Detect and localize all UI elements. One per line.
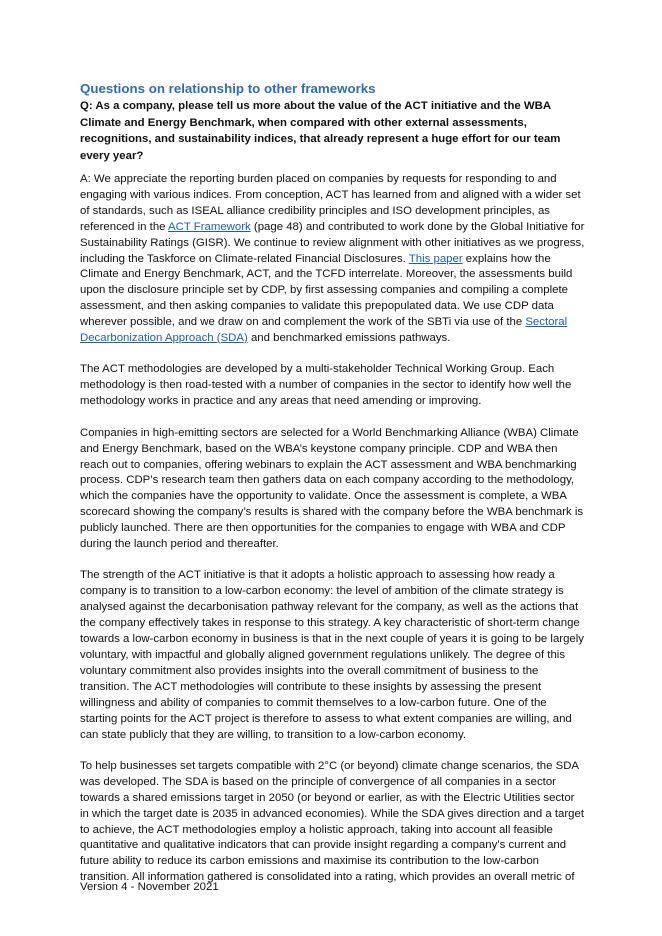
paragraph-strength: The strength of the ACT initiative is that it adopts a holistic approach to assessing how ready a company is to transition to a low-carbon economy: the level of ambition of the climate strategy is analysed against the decarbonisation pathway relevant for the company, as well as the actions that the company effectively takes in response to this strategy. A key characteristic of short-term change towards a low-carbon economy in business is that in the next couple of years it is going to be largely voluntary, with impactful and globally aligned government regulations unlikely. The degree of this voluntary commitment also provides insights into the overall commitment of business to the transition. The ACT methodologies will contribute to these insights by assessing the present willingness and ability of companies to commit themselves to a low-carbon future. One of the starting points for the ACT project is therefore to assess to what extent companies are willing, and can state publicly that they are willing, to transition to a low-carbon economy. — [80, 569, 584, 741]
sda-link[interactable]: Sectoral Decarbonization Approach (SDA) — [80, 316, 568, 345]
answer-text-3: explains how the Climate and Energy Benchmark, ACT, and the TCFD interrelate. Moreover, the assessments build upon the disclosure principle set by CDP, by first assessing companies and compiling a complete assessment, and then asking companies to validate this prepopulated data. We use CDP data wherever possible, and we draw on and complement the work of the SBTi via use of the — [80, 252, 573, 329]
paragraph-sda: To help businesses set targets compatible with 2°C (or beyond) climate change scenarios, the SDA was developed. The SDA is based on the principle of convergence of all companies in a sector towards a shared emissions target in 2050 (or beyond or earlier, as with the Electric Utilities sector in which the target date is 2035 in advanced economies). While the SDA gives direction and a target to achieve, the ACT methodologies employ a holistic approach, taking into account all feasible quantitative and qualitative indicators that can provide insight regarding a company’s current and future ability to reduce its carbon emissions and maximise its contribution to the low-carbon transition. All information gathered is consolidated into a rating, which provides an overall metric of — [80, 759, 585, 884]
act-framework-link[interactable]: ACT Framework — [168, 220, 251, 233]
this-paper-link[interactable]: This paper — [408, 252, 463, 265]
answer-text-2: (page 48) and contributed to work done by the Global Initiative for Sustainability Ratings (GISR). We continue to review alignment with other initiatives as we progress, including the Taskforce on Climate-related Financial Disclosures. — [80, 220, 585, 265]
section-title: Questions on relationship to other frameworks — [80, 81, 376, 96]
question-text: Q: As a company, please tell us more about the value of the ACT initiative and the WBA Climate and Energy Benchmark, when compared with other external assessments, recognitions, and sustainability indices, that already represent a huge effort for our team every year? — [80, 100, 561, 162]
paragraph-companies: Companies in high-emitting sectors are selected for a World Benchmarking Alliance (WBA) Climate and Energy Benchmark, based on the WBA’s keystone company principle. CDP and WBA then reach out to companies, offering webinars to explain the ACT assessment and WBA benchmarking process. CDP’s research team then gathers data on each company according to the methodology, which the companies have the opportunity to validate. Once the assessment is complete, a WBA scorecard showing the company’s results is shared with the company before the WBA benchmark is publicly launched. There are then opportunities for the companies to engage with WBA and CDP during the launch period and thereafter. — [80, 426, 584, 551]
answer-text-1: A: We appreciate the reporting burden placed on companies by requests for responding to and engaging with various indices. From conception, ACT has learned from and aligned with a wider set of standards, such as ISEAL alliance credibility principles and ISO development principles, as referenced in the — [80, 173, 581, 233]
page-footer: Version 4 - November 2021 — [80, 881, 219, 893]
answer-paragraph — [80, 172, 586, 347]
answer-text-4: and benchmarked emissions pathways. — [247, 332, 451, 345]
page-content — [80, 79, 586, 902]
paragraph-methodologies: The ACT methodologies are developed by a multi-stakeholder Technical Working Group. Each methodology is then road-tested with a number of companies in the sector to identify how well the methodology works in practice and any areas that need amending or improving. — [80, 363, 572, 408]
